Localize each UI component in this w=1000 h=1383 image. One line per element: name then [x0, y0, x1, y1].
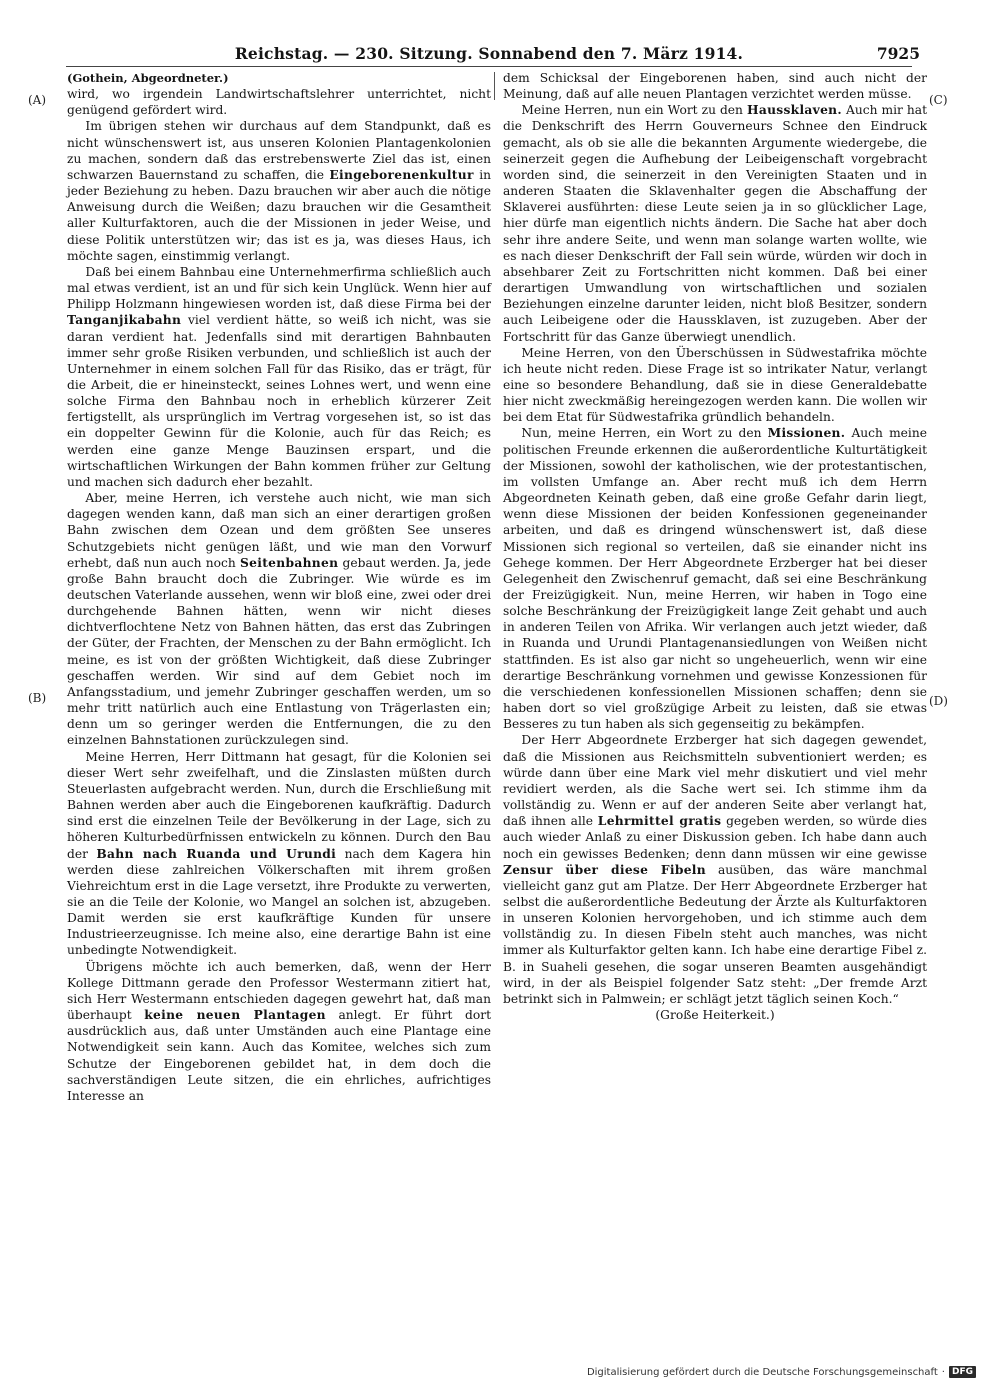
paragraph: wird, wo irgendein Landwirtschaftslehrer unterrichtet, nicht genügend gefördert wird.	[67, 87, 491, 118]
text-run: gegeben werden, so würde dies auch wieder Anlaß zu einer Diskussion geben. Ich habe dann auch noch ein gewisses Bedenken; denn dann müssen wir eine gewisse	[503, 814, 927, 861]
text-run: Auch mir hat die Denkschrift des Herrn Gouverneurs Schnee den Eindruck gemacht, als ob sie alle die bekannten Argumente wiedergebe, die seinerzeit gegen die Aufhebung der Leibeigenschaft vorgebracht worden sind, die seinerzeit in den Vereinigten Staaten und in anderen Staaten die Sklavenhalter gegen die Abschaffung der Sklaverei ausführten: diese Leute seien ja in so glücklicher Lage, hier dürfe man eigentlich nichts ändern. Die Sache hat aber doch sehr ihre andere Seite, und wenn man solange warten wollte, wie es nach dieser Denkschrift der Fall sein würde, würden wir doch in absehbarer Zeit zu Fortschritten nicht kommen. Daß bei einer derartigen Umwandlung von wirtschaftlichen und sozialen Beziehungen einzelne darunter leiden, nicht bloß Besitzer, sondern auch Leibeigene oder die Haussklaven, ist zuzugeben. Aber der Fortschritt für das Ganze überwiegt unendlich.	[503, 103, 927, 344]
emphasis: keine neuen Plantagen	[144, 1007, 326, 1023]
page-number: 7925	[876, 44, 920, 63]
margin-marker-d: (D)	[929, 694, 948, 708]
emphasis: Seitenbahnen	[240, 554, 339, 570]
text-run: Aber, meine Herren, ich verstehe auch nicht, wie man sich dagegen wenden kann, daß man sich an einer derartigen großen Bahn zwischen dem Ozean und dem größten See unseres Schutzgebiets nicht genügen läßt, und wie man den Vorwurf erhebt, daß nun auch noch	[67, 491, 491, 570]
paragraph	[67, 490, 491, 749]
margin-marker-b: (B)	[28, 691, 47, 705]
paragraph	[503, 425, 927, 732]
text-run: Auch meine politischen Freunde erkennen die außerordentliche Kulturtätigkeit der Missionen, sowohl der katholischen, wie der protestantischen, im vollsten Umfange an. Aber recht muß ich dem Herrn Abgeordneten Keinath geben, daß eine große Gefahr darin liegt, wenn diese Missionen der beiden Konfessionen gegeneinander arbeiten, und daß es dringend wünschenswert ist, daß diese Missionen sich regional so verteilen, daß sie einander nicht ins Gehege kommen. Der Herr Abgeordnete Erzberger hat bei dieser Gelegenheit den Zwischenruf gemacht, daß sei eine Beschränkung der Freizügigkeit. Nun, meine Herren, wir haben in Togo eine solche Beschränkung der Freizügigkeit lange Zeit gehabt und auch in anderen Teilen von Afrika. Wir verlangen auch jetzt wieder, daß in Ruanda und Urundi Plantagenansiedlungen von Weißen nicht stattfinden. Es ist also gar nicht so ungeheuerlich, wenn wir eine derartige Beschränkung vornehmen und gewisse Konzessionen für die verschiedenen konfessionellen Missionen schaffen; denn sie haben dort so viel großzügige Arbeit zu leisten, daß sie etwas Besseres zu tun haben als sich gegenseitig zu bekämpfen.	[503, 426, 927, 732]
page-header	[66, 40, 920, 67]
text-run: ausüben, das wäre manchmal vielleicht ganz gut am Platze. Der Herr Abgeordnete Erzberger hat selbst die außerordentliche Bedeutung der Ärzte als Kulturfaktoren in unseren Kolonien hervorgehoben, und ich stimme auch dem vollständig zu. In diesen Fibeln steht auch manches, was nicht immer als Kulturfaktor gelten kann. Ich habe eine derartige Fibel z. B. in Suaheli gesehen, die sogar unseren Beamten ausgehändigt wird, in der als Beispiel folgender Satz steht: „Der fremde Arzt betrinkt sich in Palmwein; er schlägt jetzt täglich seinen Koch.“	[503, 862, 928, 1006]
margin-marker-a: (A)	[28, 93, 47, 107]
paragraph	[503, 732, 927, 1007]
text-run: in jeder Beziehung zu heben. Dazu brauchen wir aber auch die nötige Anweisung durch die Weißen; dazu brauchen wir die Gesamtheit aller Kulturfaktoren, auch die der Missionen in jeder Weise, und diese Politik unterstützen wir; das ist es ja, was dieses Haus, ich möchte sagen, einstimmig verlangt.	[67, 167, 491, 263]
text-run: Nun, meine Herren, ein Wort zu den	[521, 426, 768, 441]
margin-marker-c: (C)	[929, 93, 948, 107]
dfg-logo-icon: DFG	[949, 1366, 976, 1378]
emphasis: Tanganjikabahn	[67, 312, 182, 328]
text-run: Der Herr Abgeordnete Erzberger hat sich dagegen gewendet, daß die Missionen aus Reichsmitteln subventioniert werden; es würde dann über eine Mark viel mehr diskutiert und viel mehr revidiert werden, als die Sache wert sei. Ich stimme ihm da vollständig zu. Wenn er auf der anderen Seite aber verlangt hat, daß ihnen alle	[503, 733, 927, 829]
laughter-note: (Große Heiterkeit.)	[655, 1008, 775, 1023]
digitization-footer	[587, 1366, 976, 1378]
footer-separator: ·	[941, 1366, 945, 1378]
page-title: Reichstag. — 230. Sitzung. Sonnabend den 7. März 1914.	[234, 44, 744, 63]
left-column	[67, 70, 491, 1104]
text-run: Daß bei einem Bahnbau eine Unternehmerfirma schließlich auch mal etwas verdient, ist an und für sich kein Unglück. Wenn hier auf Philipp Holzmann hingewiesen worden ist, daß diese Firma bei der	[67, 264, 491, 312]
text-run: Meine Herren, Herr Dittmann hat gesagt, für die Kolonien sei dieser Wert sehr zweifelhaft, und die Zinslasten müßten durch Steuerlasten aufgebracht werden. Nun, durch die Erschließung mit Bahnen werden aber auch die Eingeborenen kaufkräftig. Dadurch sind erst die einzelnen Teile der Bevölkerung in der Lage, sich zu höheren Kulturbedürfnissen entwickeln zu können. Durch den Bau der	[67, 749, 491, 861]
text-run: gebaut werden. Ja, jede große Bahn braucht doch die Zubringer. Wie würde es im deutschen Vaterlande aussehen, wenn wir bloß eine, zwei oder drei durchgehende Bahnen hätten, wenn wir nicht dieses dichtverflochtene Netz von Bahnen hätten, das erst das Zubringen der Güter, der Frachten, der Menschen zu der Bahn ermöglicht. Ich meine, es ist von der größten Wichtigkeit, daß diese Zubringer geschaffen werden. Wir sind auf dem Gebiet noch im Anfangsstadium, und jemehr Zubringer geschaffen werden, um so mehr tritt natürlich auch eine Entlastung von Trägerlasten ein; denn um so geringer werden die Entfernungen, die zu den einzelnen Bahnstationen zurückzulegen sind.	[67, 555, 492, 748]
paragraph: dem Schicksal der Eingeborenen haben, sind auch nicht der Meinung, daß auf alle neuen Plantagen verzichtet werden müsse.	[503, 71, 927, 102]
speaker-label: (Gothein, Abgeordneter.)	[67, 71, 229, 85]
emphasis: Eingeborenenkultur	[329, 166, 474, 182]
text-run: Im übrigen stehen wir durchaus auf dem Standpunkt, daß es nicht wünschenswert ist, aus unseren Kolonien Plantagenkolonien zu machen, sondern daß das erstrebenswerte Ziel das ist, einen schwarzen Bauernstand zu schaffen, die	[67, 119, 491, 182]
text-run: Meine Herren, nun ein Wort zu den	[521, 103, 747, 118]
text-run: Übrigens möchte ich auch bemerken, daß, wenn der Herr Kollege Dittmann gerade den Professor Westermann zitiert hat, sich Herr Westermann entschieden dagegen gewehrt hat, daß man überhaupt	[67, 959, 491, 1023]
paragraph	[67, 959, 491, 1104]
footer-text: Digitalisierung gefördert durch die Deutsche Forschungsgemeinschaft	[586, 1366, 938, 1378]
emphasis: Bahn nach Ruanda und Urundi	[96, 845, 337, 861]
text-run: viel verdient hätte, so weiß ich nicht, was sie daran verdient hat. Jedenfalls sind mit derartigen Bahnbauten immer sehr große Risiken verbunden, und schließlich ist auch der Unternehmer in einem solchen Fall für das Risiko, das er trägt, für die Arbeit, die er hineinsteckt, seines Lohnes wert, und wenn eine solche Firma den Bahnbau noch in erheblich kürzerer Zeit fertigstellt, als ursprünglich im Vertrag vorgesehen ist, so ist das ein doppelter Gewinn für die Kolonie, auch für das Reich; es werden eine ganze Menge Bauzinsen erspart, und die wirtschaftlichen Wirkungen der Bahn kommen früher zur Geltung und machen sich dadurch eher bezahlt.	[67, 313, 491, 489]
emphasis: Missionen.	[767, 425, 846, 441]
paragraph	[67, 749, 491, 959]
paragraph: Meine Herren, von den Überschüssen in Südwestafrika möchte ich heute nicht reden. Diese Frage ist so intrikater Natur, verlangt eine so besondere Behandlung, daß sie in diese Generaldebatte hier nicht zweckmäßig hereingezogen werden kann. Die wollen wir bei dem Etat für Südwestafrika gründlich behandeln.	[503, 345, 927, 425]
emphasis: Lehrmittel gratis	[597, 813, 722, 829]
column-divider	[494, 72, 495, 100]
text-run: anlegt. Er führt dort ausdrücklich aus, daß unter Umständen auch eine Plantage eine Notwendigkeit sein kann. Auch das Komitee, welches sich zum Schutze der Eingeborenen gebildet hat, in dem doch die sachverständigen Leute sitzen, die ein ehrliches, aufrichtiges Interesse an	[67, 1008, 491, 1103]
right-column	[503, 70, 927, 1023]
text-run: nach dem Kagera hin werden diese zahlreichen Völkerschaften mit ihrem großen Viehreichtum erst in die Lage versetzt, ihre Produkte zu verwerten, sie an die Teile der Kolonie, wo Mangel an solchen ist, abzugeben. Damit werden sie erst kaufkräftige Kunden für unsere Industrieerzeugnisse. Ich meine also, eine derartige Bahn ist eine unbedingte Notwendigkeit.	[67, 846, 491, 958]
paragraph	[67, 118, 491, 263]
paragraph	[67, 264, 491, 490]
paragraph	[503, 102, 927, 344]
emphasis: Zensur über diese Fibeln	[503, 861, 706, 877]
emphasis: Haussklaven.	[746, 102, 842, 118]
